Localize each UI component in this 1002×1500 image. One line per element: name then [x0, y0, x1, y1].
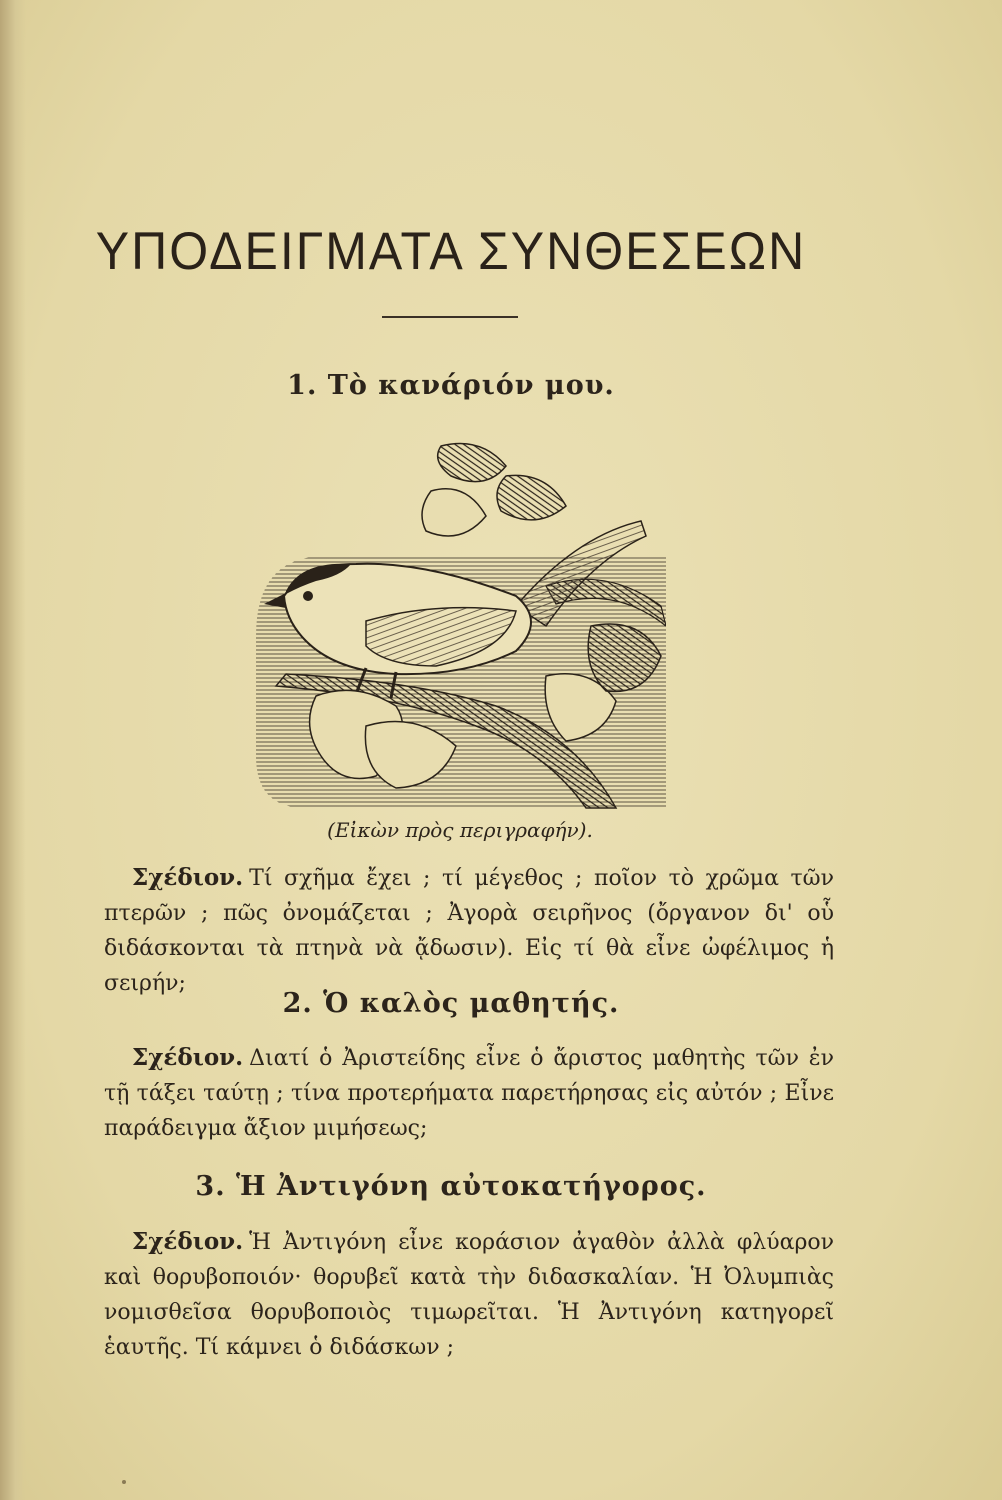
- plan-label: Σχέδιον.: [132, 1044, 244, 1071]
- section-3-plan: [104, 1224, 834, 1365]
- plan-text: Τί σχῆμα ἔχει ; τί μέγεθος ; ποῖον τὸ χρῶμα τῶν πτερῶν ; πῶς ὀνομάζεται ; Ἀγορὰ σειρῆνος (ὄργανον δι' οὗ διδάσκονται τὰ πτηνὰ νὰ ᾄδωσιν). Εἰς τί θὰ εἶνε ὠφέλιμος ἡ σειρήν;: [104, 866, 834, 996]
- section-1-plan: [104, 860, 834, 1001]
- page-title: ΥΠΟΔΕΙΓΜΑΤΑ ΣΥΝΘΕΣΕΩΝ: [95, 221, 807, 281]
- paper-speck: [122, 1480, 126, 1484]
- section-2-plan: [104, 1040, 834, 1146]
- bird-eye: [303, 591, 313, 601]
- section-3-heading: 3. Ἡ Ἀντιγόνη αὐτοκατήγορος.: [195, 1171, 707, 1202]
- ivy-leaf-top: [438, 444, 506, 482]
- ivy-leaf-top-2: [497, 475, 566, 520]
- plan-text: Ἡ Ἀντιγόνη εἶνε κοράσιον ἀγαθὸν ἀλλὰ φλύαρον καὶ θορυβοποιόν· θορυβεῖ κατὰ τὴν διδασκαλίαν. Ἡ Ὀλυμπιὰς νομισθεῖσα θορυβοποιὸς τιμωρεῖται. Ἡ Ἀντιγόνη κατηγορεῖ ἑαυτῆς. Τί κάμνει ὁ διδάσκων ;: [104, 1230, 834, 1360]
- plan-text: Διατί ὁ Ἀριστείδης εἶνε ὁ ἄριστος μαθητὴς τῶν ἐν τῇ τάξει ταύτῃ ; τίνα προτερήματα παρετήρησας εἰς αὐτόν ; Εἶνε παράδειγμα ἄξιον μιμήσεως;: [104, 1046, 834, 1141]
- plan-label: Σχέδιον.: [132, 1228, 244, 1255]
- canary-engraving: [246, 436, 666, 810]
- section-1-heading: 1. Τὸ κανάριόν μου.: [287, 370, 615, 401]
- plan-label: Σχέδιον.: [132, 864, 244, 891]
- ivy-leaf-light: [422, 489, 486, 536]
- figure-caption: (Εἰκὼν πρὸς περιγραφήν).: [327, 818, 593, 842]
- title-rule: [382, 316, 518, 318]
- section-2-heading: 2. Ὁ καλὸς μαθητής.: [282, 988, 620, 1019]
